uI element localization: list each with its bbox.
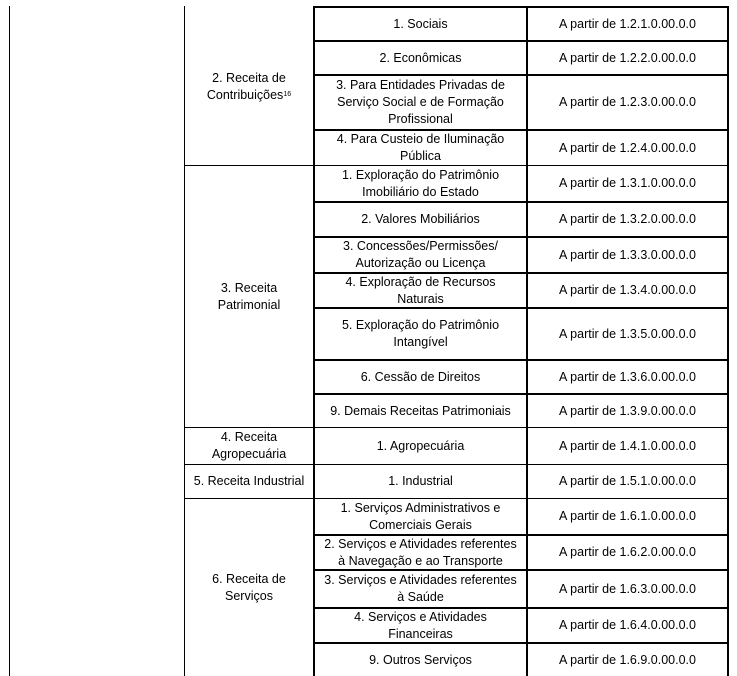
footnote-marker: 16 <box>283 90 292 98</box>
code-cell: A partir de 1.2.1.0.00.0.0 <box>559 16 696 31</box>
group-label: 6. Receita de Serviços <box>212 571 286 603</box>
group-label: 5. Receita Industrial <box>193 474 305 488</box>
code-cell: A partir de 1.5.1.0.00.0.0 <box>559 474 696 488</box>
subcategory-cell: 1. Serviços Administrativos e Comerciais Gerais <box>340 500 501 532</box>
subcategory-cell: 2. Econômicas <box>379 50 462 65</box>
subcategory-cell: 3. Para Entidades Privadas de Serviço Social e de Formação Profissional <box>336 78 505 126</box>
code-cell: A partir de 1.3.5.0.00.0.0 <box>559 326 696 341</box>
subcategory-cell: 9. Outros Serviços <box>369 652 472 667</box>
subcategory-cell: 3. Concessões/Permissões/ Autorização ou Licença <box>343 239 498 270</box>
table-right-border <box>727 6 729 676</box>
group-label: 4. Receita Agropecuária <box>211 430 287 461</box>
subcategory-cell: 1. Agropecuária <box>376 438 465 453</box>
code-cell: A partir de 1.6.4.0.00.0.0 <box>559 618 696 632</box>
code-cell: A partir de 1.3.1.0.00.0.0 <box>559 176 696 190</box>
subcategory-cell: 3. Serviços e Atividades referentes à Saúde <box>324 573 517 604</box>
code-cell: A partir de 1.3.6.0.00.0.0 <box>559 369 696 384</box>
code-cell: A partir de 1.3.4.0.00.0.0 <box>559 283 696 297</box>
subcategory-cell: 4. Exploração de Recursos Naturais <box>345 274 496 306</box>
subcategory-cell: 5. Exploração do Patrimônio Intangível <box>341 318 500 349</box>
code-cell: A partir de 1.6.9.0.00.0.0 <box>559 652 696 667</box>
code-cell: A partir de 1.4.1.0.00.0.0 <box>559 438 696 453</box>
code-cell: A partir de 1.3.9.0.00.0.0 <box>559 403 696 418</box>
code-cell: A partir de 1.3.3.0.00.0.0 <box>559 247 696 262</box>
subcategory-cell: 4. Para Custeio de Iluminação Pública <box>336 132 505 163</box>
group-label: 3. Receita Patrimonial <box>217 280 281 312</box>
subcategory-cell: 2. Valores Mobiliários <box>361 212 480 226</box>
code-cell: A partir de 1.6.2.0.00.0.0 <box>559 545 696 559</box>
code-cell: A partir de 1.2.3.0.00.0.0 <box>559 95 696 109</box>
table-left-border <box>9 6 10 676</box>
code-cell: A partir de 1.6.3.0.00.0.0 <box>559 581 696 596</box>
subcategory-cell: 6. Cessão de Direitos <box>360 369 481 384</box>
subcategory-cell: 1. Exploração do Patrimônio Imobiliário do Estado <box>341 167 500 199</box>
subcategory-cell: 2. Serviços e Atividades referentes à Navegação e ao Transporte <box>324 536 517 568</box>
subcategory-cell: 9. Demais Receitas Patrimoniais <box>330 403 511 418</box>
code-cell: A partir de 1.6.1.0.00.0.0 <box>559 509 696 523</box>
subcategory-cell: 1. Sociais <box>393 16 448 31</box>
code-cell: A partir de 1.2.2.0.00.0.0 <box>559 50 696 65</box>
subcategory-cell: 1. Industrial <box>388 474 453 488</box>
subcategory-cell: 4. Serviços e Atividades Financeiras <box>354 609 487 641</box>
code-cell: A partir de 1.2.4.0.00.0.0 <box>559 140 696 155</box>
code-cell: A partir de 1.3.2.0.00.0.0 <box>559 212 696 226</box>
group-label <box>185 8 313 165</box>
group-label-text: 2. Receita de Contribuições <box>206 70 286 102</box>
